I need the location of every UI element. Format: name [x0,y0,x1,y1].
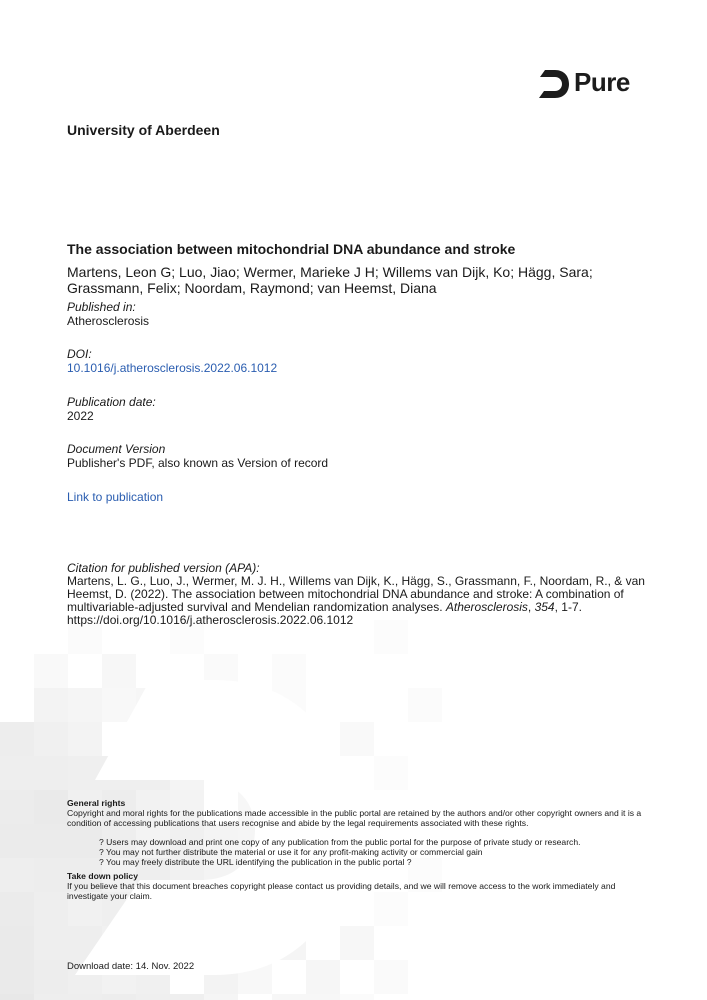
take-down-text: If you believe that this document breaches copyright please contact us providing details, and we will remove access to the work immediately and investigate your claim. [67,881,616,901]
rights-bullet: ? Users may download and print one copy of any publication from the public portal for the purpose of private study or research. [99,837,581,847]
link-to-publication[interactable]: Link to publication [67,490,164,504]
citation-body: Martens, L. G., Luo, J., Wermer, M. J. H., Willems van Dijk, K., Hägg, S., Grassmann, F., Noordam, R., & van Heemst, D. (2022). The association between mitochondrial DNA abundance and stroke: A combination of multivariable-adjusted survival and Mendelian randomization analyses. [67,574,645,614]
citation-url[interactable]: https://doi.org/10.1016/j.atherosclerosis.2022.06.1012 [67,613,354,627]
doi-block [67,347,277,375]
take-down-heading: Take down policy [67,871,138,881]
doi-link[interactable]: 10.1016/j.atherosclerosis.2022.06.1012 [67,361,278,375]
institution-name: University of Aberdeen [67,122,220,138]
rights-bullet: ? You may freely distribute the URL identifying the publication in the public portal ? [99,857,412,867]
pure-logo-text: Pure [574,67,630,97]
document-version-block [67,442,328,470]
published-in-label: Published in: [67,300,136,314]
citation-pages: , 1-7. [554,600,582,614]
doi-label: DOI: [67,347,92,361]
citation-block [67,562,647,627]
citation-label: Citation for published version (APA): [67,561,260,575]
download-date: Download date: 14. Nov. 2022 [67,961,195,972]
publication-date-label: Publication date: [67,395,156,409]
citation-volume: 354 [534,600,555,614]
general-rights-text: Copyright and moral rights for the publications made accessible in the public portal are retained by the authors and/or other copyright owners and it is a condition of accessing publications that users recognise and abide by the legal requirements associated with these rights. [67,808,642,828]
general-rights-heading: General rights [67,798,126,808]
pure-logo-icon [536,66,572,102]
rights-bullet: ? You may not further distribute the material or use it for any profit-making activity or commercial gain [99,847,483,857]
rights-block [67,798,657,901]
publication-date-block [67,395,156,423]
citation-separator: , [527,600,535,614]
citation-text [67,575,647,627]
document-version-label: Document Version [67,442,166,456]
published-in-block [67,300,149,328]
published-in-value: Atherosclerosis [67,314,150,328]
citation-journal: Atherosclerosis [445,600,528,614]
document-version-value: Publisher's PDF, also known as Version of record [67,456,329,470]
authors: Martens, Leon G; Luo, Jiao; Wermer, Marieke J H; Willems van Dijk, Ko; Hägg, Sara; Grassmann, Felix; Noordam, Raymond; van Heemst, Diana [67,264,593,296]
publication-title: The association between mitochondrial DNA abundance and stroke [67,241,516,257]
pure-logo [536,64,646,104]
publication-date-value: 2022 [67,409,94,423]
